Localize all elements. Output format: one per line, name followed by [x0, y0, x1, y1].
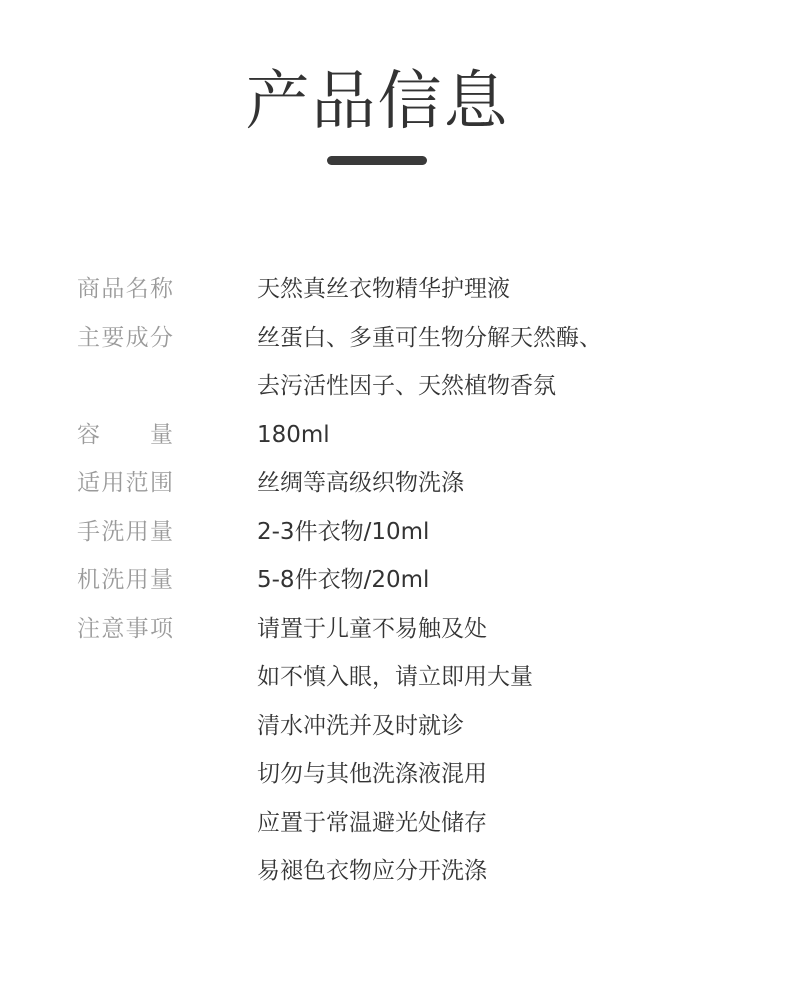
info-value: 丝绸等高级织物洗涤	[257, 470, 464, 496]
info-row-applicable-range	[0, 459, 793, 508]
info-value: 切勿与其他洗涤液混用	[257, 761, 487, 787]
info-values	[257, 459, 793, 508]
info-value: 2-3件衣物/10ml	[257, 518, 430, 545]
info-value: 如不慎入眼，请立即用大量	[257, 664, 533, 690]
info-label: 注意事项	[77, 615, 173, 642]
info-value: 易褪色衣物应分开洗涤	[257, 858, 487, 884]
info-value: 去污活性因子、天然植物香氛	[257, 373, 556, 399]
info-values	[257, 265, 793, 314]
info-label: 容量	[77, 421, 173, 448]
page-title: 产品信息	[245, 65, 510, 139]
info-value: 应置于常温避光处储存	[257, 809, 487, 836]
info-value: 丝蛋白、多重可生物分解天然酶、	[257, 324, 602, 351]
info-row-machine-wash-dosage	[0, 556, 793, 605]
info-row-capacity	[0, 411, 793, 460]
info-row-precautions	[0, 605, 793, 896]
info-values	[257, 411, 793, 460]
product-info-table	[0, 265, 793, 896]
info-value: 5-8件衣物/20ml	[257, 567, 430, 593]
info-values	[257, 556, 793, 605]
info-label: 手洗用量	[77, 518, 173, 545]
info-values	[257, 314, 793, 411]
info-value: 180ml	[257, 421, 330, 448]
info-value: 天然真丝衣物精华护理液	[257, 276, 510, 302]
info-values	[257, 508, 793, 557]
info-label: 主要成分	[77, 324, 173, 351]
info-row-ingredients	[0, 314, 793, 411]
title-underline	[327, 156, 427, 165]
info-row-hand-wash-dosage	[0, 508, 793, 557]
info-value: 清水冲洗并及时就诊	[257, 712, 464, 739]
info-label: 适用范围	[77, 470, 173, 496]
info-row-product-name	[0, 265, 793, 314]
info-value: 请置于儿童不易触及处	[257, 615, 487, 642]
info-label: 机洗用量	[77, 567, 173, 593]
info-values	[257, 605, 793, 896]
info-label: 商品名称	[77, 276, 173, 302]
